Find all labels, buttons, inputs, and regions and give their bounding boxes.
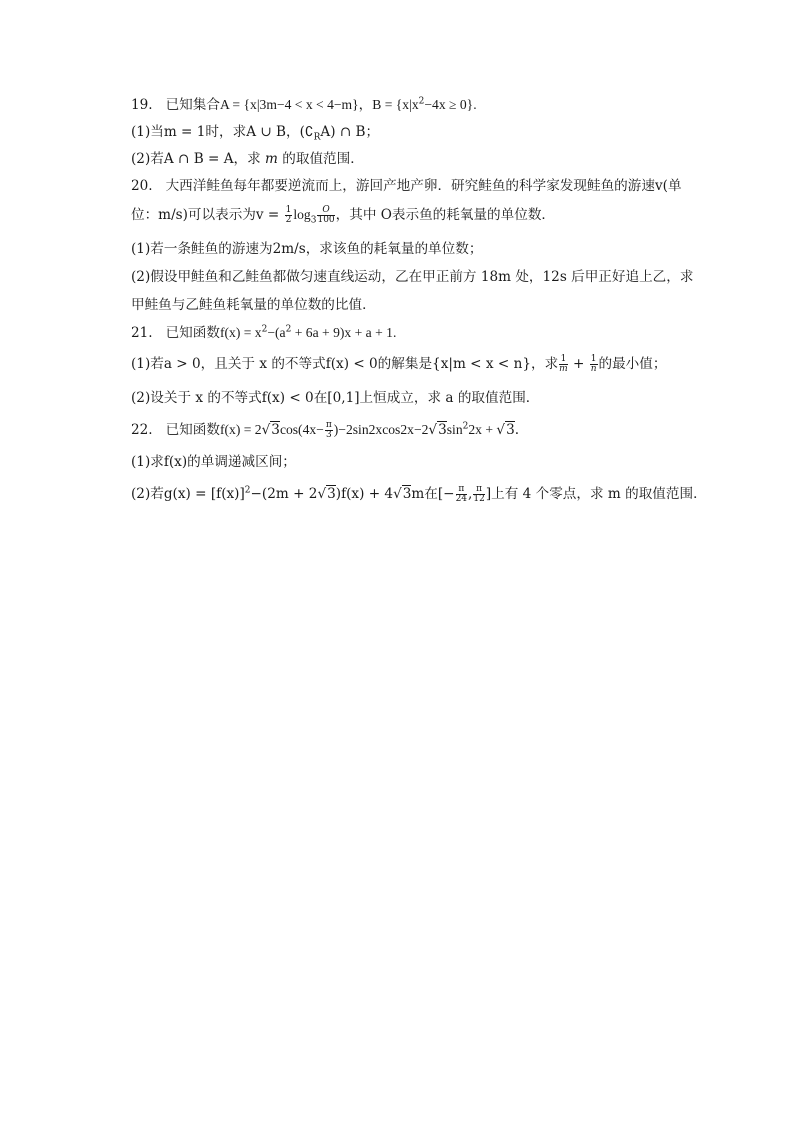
q22-stem: 22. 已知函数f(x) = 2√3cos(4x− $\frac{\pi}{3}$ )$-2\sin 2xcos2x-2√3\sin^22x + √3$. bbox=[131, 420, 520, 440]
fraction-one-half: $\frac{1}{2}$ bbox=[285, 205, 292, 225]
q20-stem-line2: 位：m/s)可以表示为v = $\frac{1}{2}$ $\log_3$ $\frac{O}{100}$ ，其中 O表示鱼的耗氧量的单位数． bbox=[131, 205, 556, 226]
q19-part1: (1)当m = 1时，求A ∪ B，$(∁_RA)$ ∩ B； bbox=[131, 124, 380, 143]
fraction-pi-over-3: $\frac{\pi}{3}$ bbox=[325, 420, 332, 440]
q20-number: 20. bbox=[131, 178, 153, 194]
q19-number: 19. bbox=[131, 97, 153, 113]
q22-part1: (1)求f(x)的单调递减区间； bbox=[131, 454, 296, 470]
q21-part2: (2)设关于 x 的不等式f(x) < 0在[0,1]上恒成立，求 a 的取值范围． bbox=[131, 390, 540, 406]
q21-number: 21. bbox=[131, 325, 153, 341]
q20-part2-line2: 甲鲑鱼与乙鲑鱼耗氧量的单位数的比值． bbox=[131, 297, 376, 313]
q20-stem-line1: 20. 大西洋鲑鱼每年都要逆流而上，游回产地产卵．研究鲑鱼的科学家发现鲑鱼的游速v(单 bbox=[131, 178, 682, 194]
q22-part2: (2)若$g(x) = [f(x)]^2-(2m + 2√3)f(x) + 4√3m$在[− $\frac{\pi}{24}$ , $\frac{\pi}{12}$ ]上有 4 个零点，求 m 的取值范围． bbox=[131, 484, 707, 504]
q20-part1: (1)若一条鲑鱼的游速为2m/s，求该鱼的耗氧量的单位数； bbox=[131, 241, 483, 257]
q21-part1: (1)若a > 0，且关于 x 的不等式f(x) < 0的解集是{x|m < x < n}，求 $\frac{1}{m}$ + $\frac{1}{n}$ 的最小值； bbox=[131, 354, 667, 374]
fraction-1-over-n: $\frac{1}{n}$ bbox=[590, 354, 597, 374]
q19-part2: (2)若A ∩ B = A，求 m 的取值范围． bbox=[131, 151, 364, 167]
fraction-pi-over-12: $\frac{\pi}{12}$ bbox=[473, 484, 485, 504]
fraction-pi-over-24: $\frac{\pi}{24}$ bbox=[455, 484, 468, 504]
fraction-1-over-m: $\frac{1}{m}$ bbox=[559, 354, 568, 374]
q19-stem: 19. 已知集合A = {x|3m−4 < x < 4−m}，$B = \{x|x^2-4x \ge 0\}$. bbox=[131, 96, 477, 113]
q22-number: 22. bbox=[131, 422, 153, 438]
q20-part2-line1: (2)假设甲鲑鱼和乙鲑鱼都做匀速直线运动，乙在甲正前方 18m 处，12s 后甲正好追上乙，求 bbox=[131, 269, 694, 285]
q21-stem: 21. 已知函数$f(x) = x^2-(a^2 + 6a + 9)x + a + 1$. bbox=[131, 324, 397, 341]
fraction-o-over-100: $\frac{O}{100}$ bbox=[317, 205, 335, 225]
